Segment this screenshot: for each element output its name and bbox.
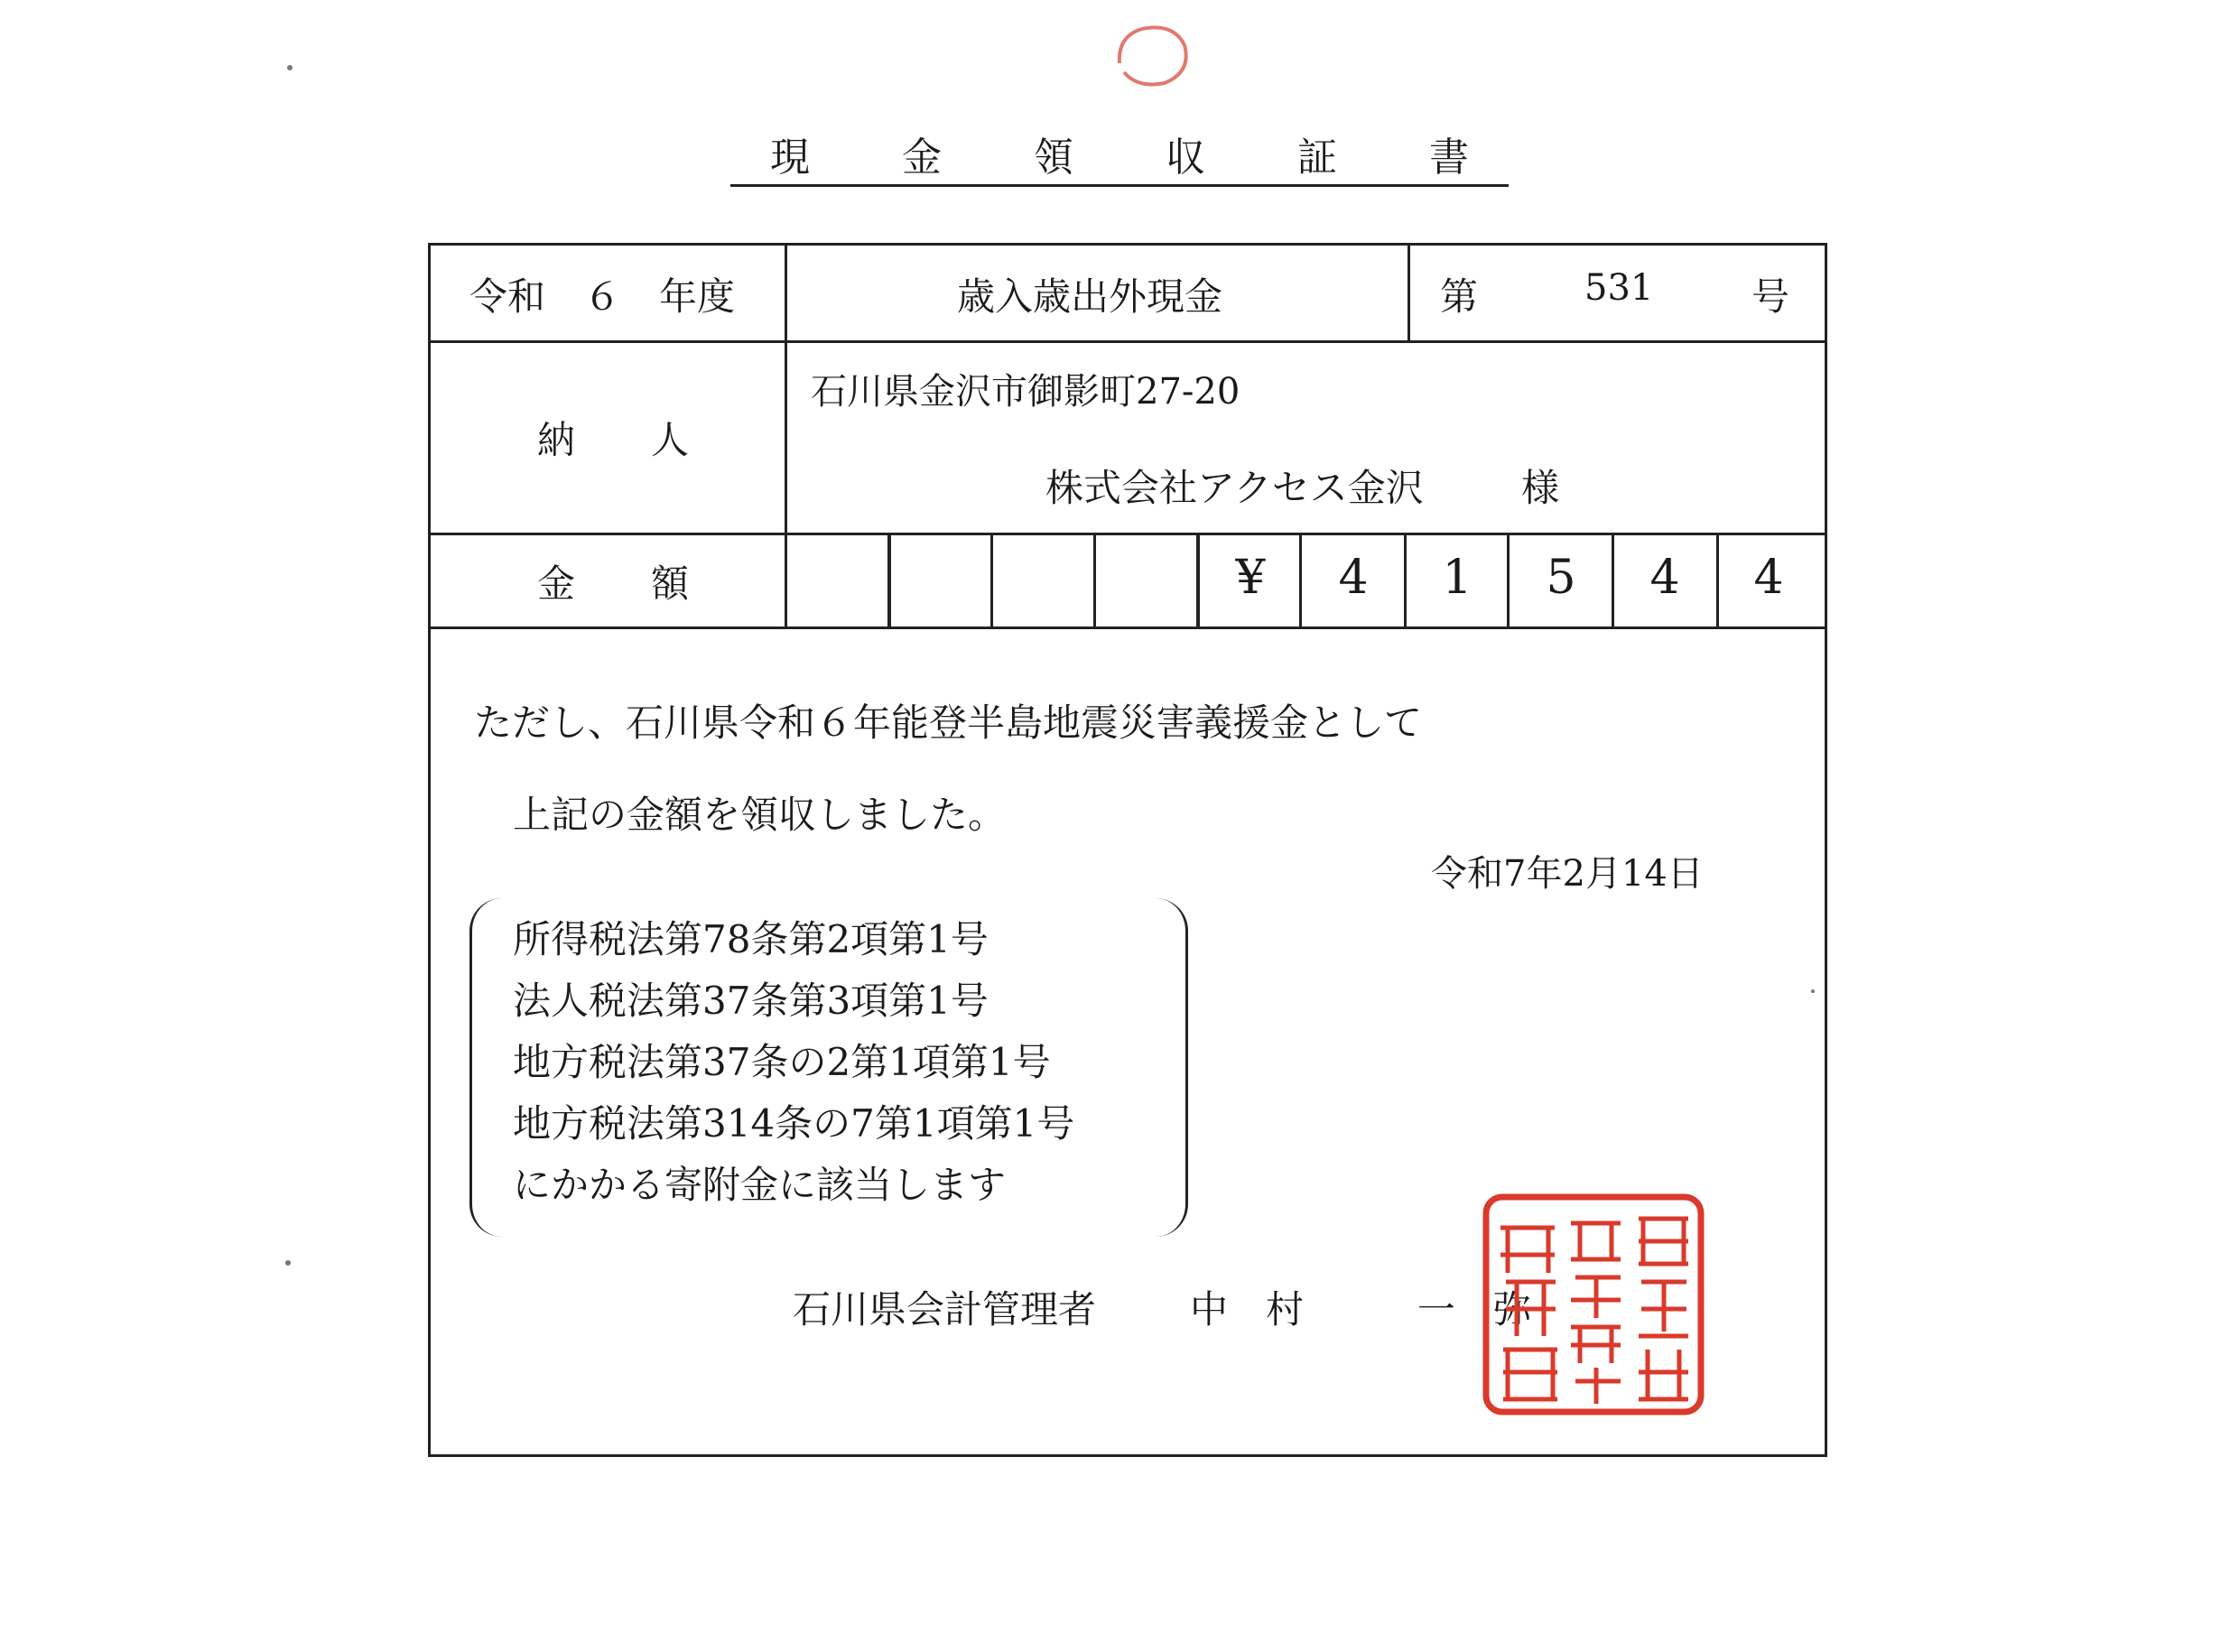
currency-symbol: ¥ [1235,551,1266,605]
fiscal-year: 令和 ６ 年度 [469,274,736,319]
number-suffix: 号 [1751,274,1790,319]
receipt-number: 531 [1584,267,1654,309]
tax-note: にかかる寄附金に該当します [513,1163,1007,1207]
signatory-name: 中 村 一 弥 [1190,1287,1532,1332]
payer-name: 株式会社アクセス金沢 [1045,466,1424,510]
column-divider [785,246,787,626]
amount-digit: 5 [1546,551,1576,605]
row-divider [431,340,1825,343]
column-divider [1408,246,1410,340]
amount-label: 金 額 [537,561,690,606]
scan-speck [285,1260,291,1266]
scan-speck [1811,989,1815,993]
digit-divider [887,533,891,626]
tax-note: 地方税法第314条の7第1項第1号 [513,1101,1075,1146]
account-category: 歳入歳出外現金 [957,274,1223,319]
amount-digit: 1 [1442,551,1473,605]
scan-speck [287,65,293,70]
stamp-mark-icon [1101,18,1201,90]
tax-note: 地方税法第37条の2第1項第1号 [513,1040,1051,1084]
tax-note: 所得税法第78条第2項第1号 [513,917,989,961]
document-title: 現 金 領 収 証 書 [0,125,2239,182]
digit-divider [1093,533,1096,626]
tax-note: 法人税法第37条第3項第1号 [513,979,989,1023]
row-divider [431,626,1825,629]
digit-divider [990,533,993,626]
payer-address: 石川県金沢市御影町27-20 [811,371,1240,413]
payer-label: 納 人 [537,418,690,462]
amount-digit: 4 [1649,551,1680,605]
signatory-title: 石川県会計管理者 [793,1287,1097,1332]
receipt-statement: 上記の金額を領収しました。 [513,793,1007,837]
receipt-date: 令和7年2月14日 [1431,853,1704,895]
amount-digit: 4 [1338,551,1369,605]
purpose-line: ただし、石川県令和６年能登半島地震災害義援金として [474,701,1423,745]
number-prefix: 第 [1440,274,1479,319]
amount-digit: 4 [1753,551,1784,605]
official-seal-icon [1481,1192,1706,1417]
payer-honorific: 様 [1521,466,1560,510]
row-divider [431,533,1825,535]
